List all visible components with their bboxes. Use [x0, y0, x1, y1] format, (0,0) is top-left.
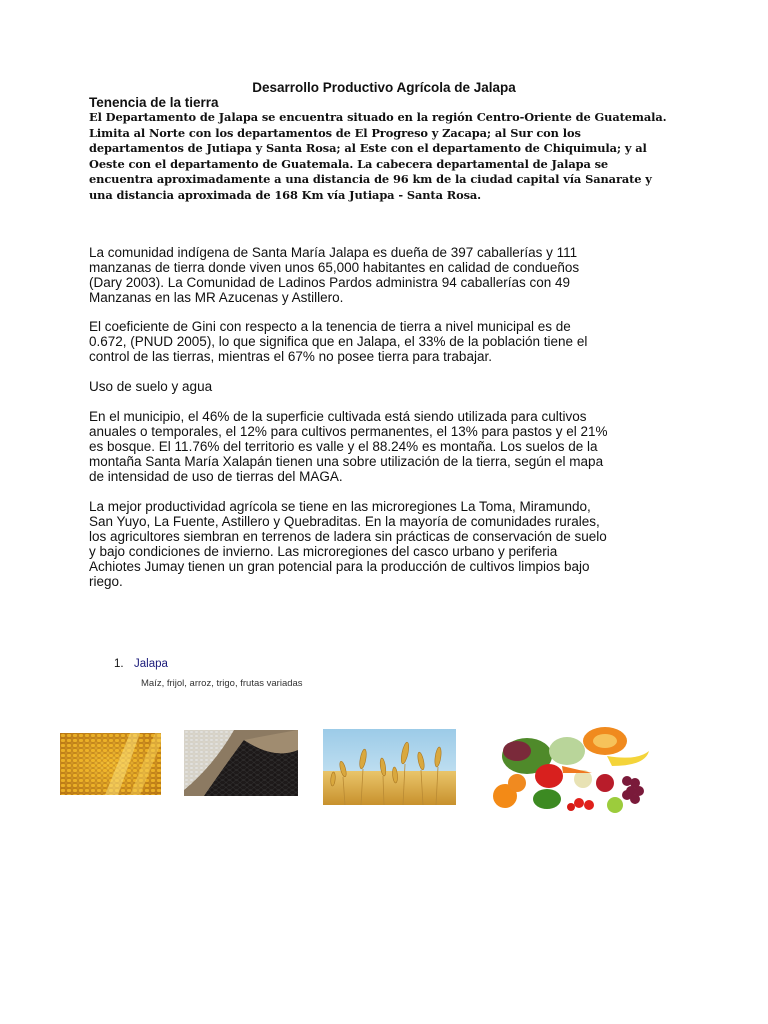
- text-line: departamentos de Jutiapa y Santa Rosa; al Este con el departamento de Chiquimula; y al: [89, 141, 647, 155]
- text-line: Manzanas en las MR Azucenas y Astillero.: [89, 289, 344, 305]
- paragraph-gini: [89, 320, 689, 365]
- paragraph-land-use: [89, 410, 689, 485]
- page-title: Desarrollo Productivo Agrícola de Jalapa: [252, 80, 516, 95]
- text-line: una distancia aproximada de 168 Km vía Jutiapa - Santa Rosa.: [89, 187, 482, 202]
- text-line: manzanas de tierra donde viven unos 65,000 habitantes en calidad de condueños: [89, 259, 580, 275]
- text-line: es bosque. El 11.76% del territorio es valle y el 88.24% es montaña. Los suelos de la: [89, 438, 598, 454]
- text-line: encuentra aproximadamente a una distancia de 96 km de la ciudad capital vía Sanarate y: [89, 172, 652, 186]
- text-line: de intensidad de uso de tierras del MAGA.: [89, 468, 343, 484]
- text-line: La comunidad indígena de Santa María Jalapa es dueña de 397 caballerías y 111: [89, 245, 578, 260]
- text-line: (Dary 2003). La Comunidad de Ladinos Pardos administra 94 caballerías con 49: [89, 274, 571, 290]
- text-line: El coeficiente de Gini con respecto a la tenencia de tierra a nivel municipal es de: [89, 319, 571, 334]
- numbered-list-item: [114, 657, 168, 671]
- section-heading: Tenencia de la tierra: [89, 95, 219, 110]
- text-line: Oeste con el departamento de Guatemala. La cabecera departamental de Jalapa se: [89, 156, 609, 171]
- text-line: Achiotes Jumay tienen un gran potencial para la producción de cultivos limpios bajo: [89, 558, 590, 574]
- intro-paragraph: [89, 110, 689, 203]
- text-line: La mejor productividad agrícola se tiene en las microregiones La Toma, Miramundo,: [89, 499, 591, 514]
- subheading-text: Uso de suelo y agua: [89, 379, 213, 394]
- text-line: anuales o temporales, el 12% para cultivos permanentes, el 13% para pastos y el 21%: [89, 423, 608, 439]
- text-line: riego.: [89, 573, 123, 589]
- subheading-land-use: [89, 380, 689, 395]
- list-item-label: Jalapa: [134, 658, 168, 670]
- text-line: San Yuyo, La Fuente, Astillero y Quebraditas. En la mayoría de comunidades rurales,: [89, 513, 600, 529]
- text-line: y bajo condiciones de invierno. Las microregiones del casco urbano y periferia: [89, 543, 558, 559]
- vegetables-and-fruits-photo: [487, 721, 655, 819]
- paragraph-productivity: [89, 500, 689, 589]
- rice-and-beans-photo: [184, 730, 298, 796]
- text-line: montaña Santa María Xalapán tienen una sobre utilización de la tierra, según el mapa: [89, 453, 604, 469]
- text-line: 0.672, (PNUD 2005), lo que significa que en Jalapa, el 33% de la población tiene el: [89, 333, 588, 349]
- text-line: En el municipio, el 46% de la superficie cultivada está siendo utilizada para cultivos: [89, 409, 587, 424]
- wheat-field-photo: [323, 729, 456, 805]
- paragraph-land-ownership: [89, 246, 689, 306]
- text-line: los agricultores siembran en terrenos de ladera sin prácticas de conservación de suelo: [89, 528, 607, 544]
- text-line: El Departamento de Jalapa se encuentra situado en la región Centro-Oriente de Guatemala.: [89, 110, 667, 124]
- text-line: Limita al Norte con los departamentos de El Progreso y Zacapa; al Sur con los: [89, 125, 581, 140]
- list-number: 1.: [114, 658, 124, 670]
- crops-list: Maíz, frijol, arroz, trigo, frutas variadas: [141, 678, 303, 689]
- corn-photo: [60, 733, 161, 795]
- text-line: control de las tierras, mientras el 67% no posee tierra para trabajar.: [89, 348, 492, 364]
